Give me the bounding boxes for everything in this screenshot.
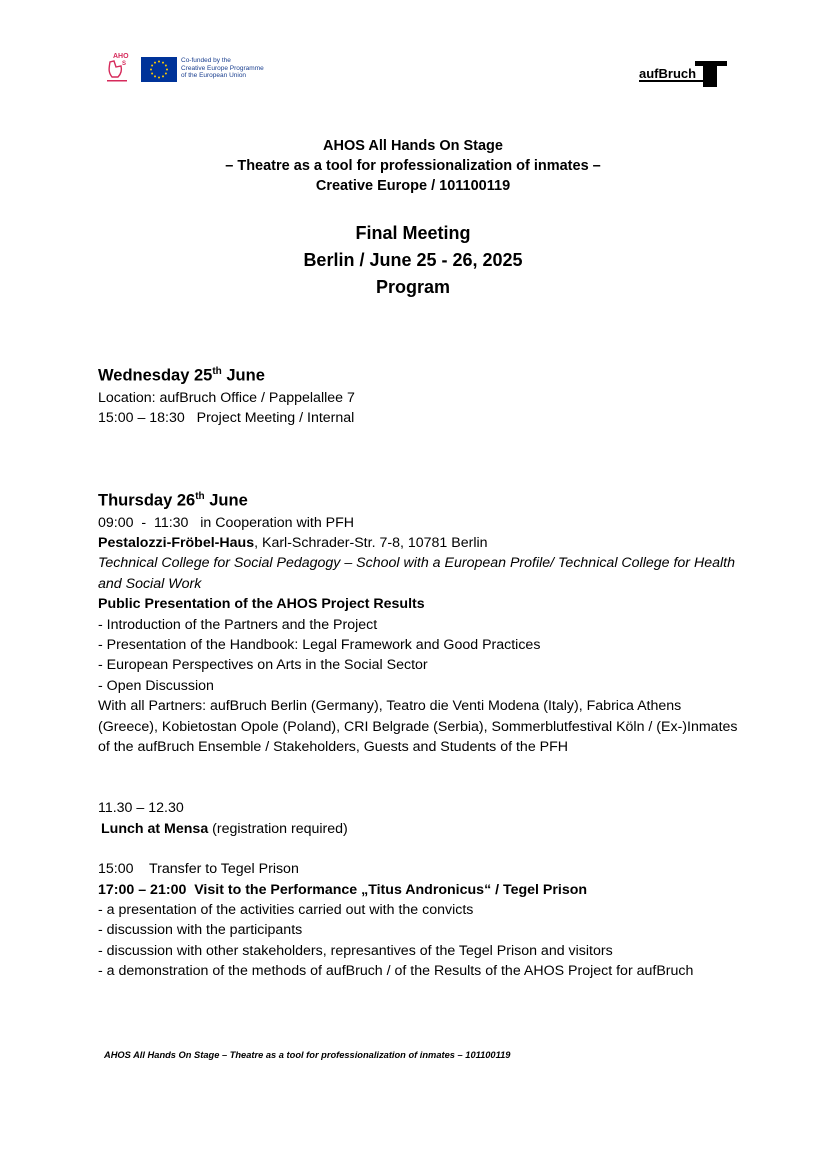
eu-cofunded-text: Co-funded by the Creative Europe Programme of the European Union (181, 57, 264, 80)
title-line-3: Creative Europe / 101100119 (315, 178, 511, 194)
visit-item: - discussion with other stakeholders, represantives of the Tegel Prison and visitors (98, 942, 613, 959)
visit-item: - discussion with the participants (98, 922, 303, 939)
wednesday-slot: 15:00 – 18:30 Project Meeting / Internal (98, 409, 355, 426)
thursday-college: Technical College for Social Pedagogy – School with a European Profile/ Technical College for Health and Social Work (98, 555, 735, 592)
presentation-item: - Open Discussion (98, 677, 214, 694)
lunch-info: Lunch at Mensa (registration required) (101, 820, 348, 837)
meeting-line-2: Berlin / June 25 - 26, 2025 (303, 250, 523, 270)
wednesday-location: Location: aufBruch Office / Pappelallee 7 (98, 389, 355, 406)
thursday-heading: Thursday 26th June (98, 491, 248, 510)
aufbruch-logo (637, 61, 727, 87)
lunch-time: 11.30 – 12.30 (98, 800, 184, 817)
thursday-slot-1: 09:00 - 11:30 in Cooperation with PFH (98, 514, 355, 531)
presentation-item: - Introduction of the Partners and the Project (98, 616, 378, 633)
wednesday-section (98, 361, 738, 428)
meeting-line-3: Program (375, 277, 451, 297)
transfer-info: 15:00 Transfer to Tegel Prison (98, 861, 299, 878)
svg-text:S: S (122, 61, 127, 67)
visit-item: - a demonstration of the methods of aufBruch / of the Results of the AHOS Project for aufBruch (98, 963, 694, 980)
presentation-item: - European Perspectives on Arts in the Social Sector (98, 657, 428, 674)
partners-text: With all Partners: aufBruch Berlin (Germany), Teatro die Venti Modena (Italy), Fabrica Athens (Greece), Kobietostan Opole (Poland), CRI Belgrade (Serbia), Sommerblutfestival Köln / (Ex-)Inmates of the aufBruch Ensemble / Stakeholders, Guests and Students of the PFH (98, 698, 738, 755)
project-title (0, 136, 826, 196)
thursday-section (98, 486, 738, 982)
svg-text:AHO: AHO (113, 53, 129, 60)
page-footer: AHOS All Hands On Stage – Theatre as a tool for professionalization of inmates – 101100119 (104, 1050, 511, 1060)
title-line-2: – Theatre as a tool for professionalization of inmates – (225, 158, 601, 174)
thursday-venue: Pestalozzi-Fröbel-Haus, Karl-Schrader-Str. 7-8, 10781 Berlin (98, 534, 488, 551)
meeting-line-1: Final Meeting (355, 223, 471, 243)
presentation-title: Public Presentation of the AHOS Project Results (98, 596, 425, 613)
visit-item: - a presentation of the activities carried out with the convicts (98, 902, 474, 918)
meeting-title (0, 220, 826, 301)
eu-flag-icon (141, 57, 177, 82)
visit-title: 17:00 – 21:00 Visit to the Performance „Titus Andronicus“ / Tegel Prison (98, 881, 588, 898)
aufbruch-logo-text: aufBruch (639, 66, 697, 81)
title-line-1: AHOS All Hands On Stage (323, 138, 503, 154)
wednesday-heading: Wednesday 25th June (98, 366, 265, 385)
presentation-item: - Presentation of the Handbook: Legal Framework and Good Practices (98, 636, 541, 653)
ahos-logo (104, 50, 130, 84)
